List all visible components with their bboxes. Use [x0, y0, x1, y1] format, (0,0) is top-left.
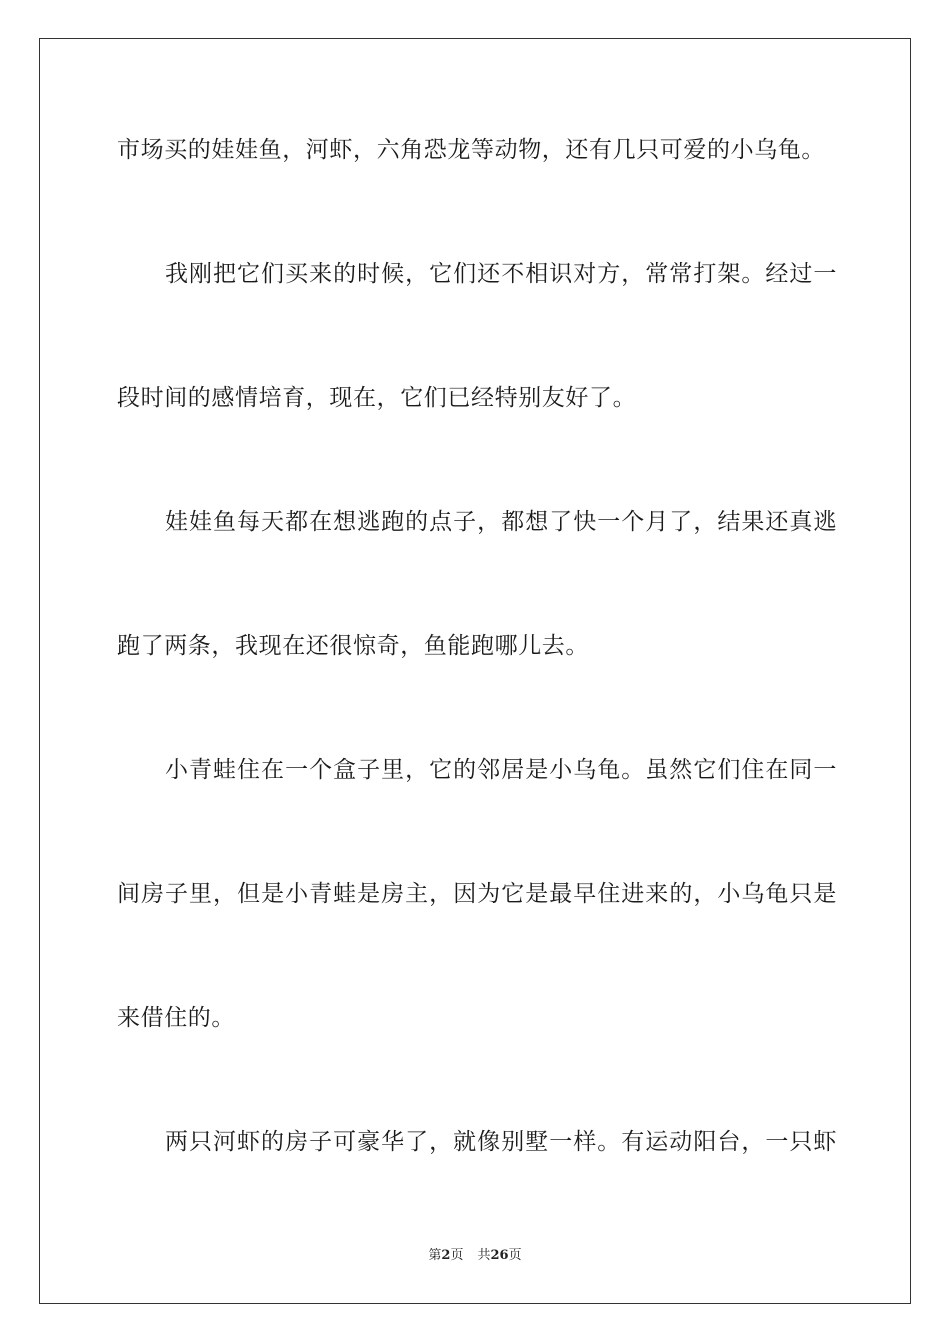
- text-line-8: 来借住的。: [117, 1005, 235, 1031]
- page-frame: [39, 38, 911, 1304]
- text-line-2: 我刚把它们买来的时候，它们还不相识对方，常常打架。经过一: [165, 261, 837, 287]
- text-line-1: 市场买的娃娃鱼，河虾，六角恐龙等动物，还有几只可爱的小乌龟。: [117, 137, 825, 163]
- page-prefix: 第: [428, 1248, 442, 1263]
- text-line-6: 小青蛙住在一个盒子里，它的邻居是小乌龟。虽然它们住在同一: [165, 757, 837, 783]
- total-pages: 26: [490, 1248, 509, 1263]
- text-line-7: 间房子里，但是小青蛙是房主，因为它是最早住进来的，小乌龟只是: [117, 881, 837, 907]
- text-line-9: 两只河虾的房子可豪华了，就像别墅一样。有运动阳台，一只虾: [165, 1129, 837, 1155]
- text-line-5: 跑了两条，我现在还很惊奇，鱼能跑哪儿去。: [117, 633, 589, 659]
- page-number: 2: [441, 1248, 451, 1263]
- page-suffix: 页: [450, 1248, 464, 1263]
- page-footer: [0, 1246, 950, 1266]
- total-prefix: 共: [477, 1248, 491, 1263]
- text-line-3: 段时间的感情培育，现在，它们已经特别友好了。: [117, 385, 637, 411]
- text-line-4: 娃娃鱼每天都在想逃跑的点子，都想了快一个月了，结果还真逃: [165, 509, 837, 535]
- total-suffix: 页: [508, 1248, 522, 1263]
